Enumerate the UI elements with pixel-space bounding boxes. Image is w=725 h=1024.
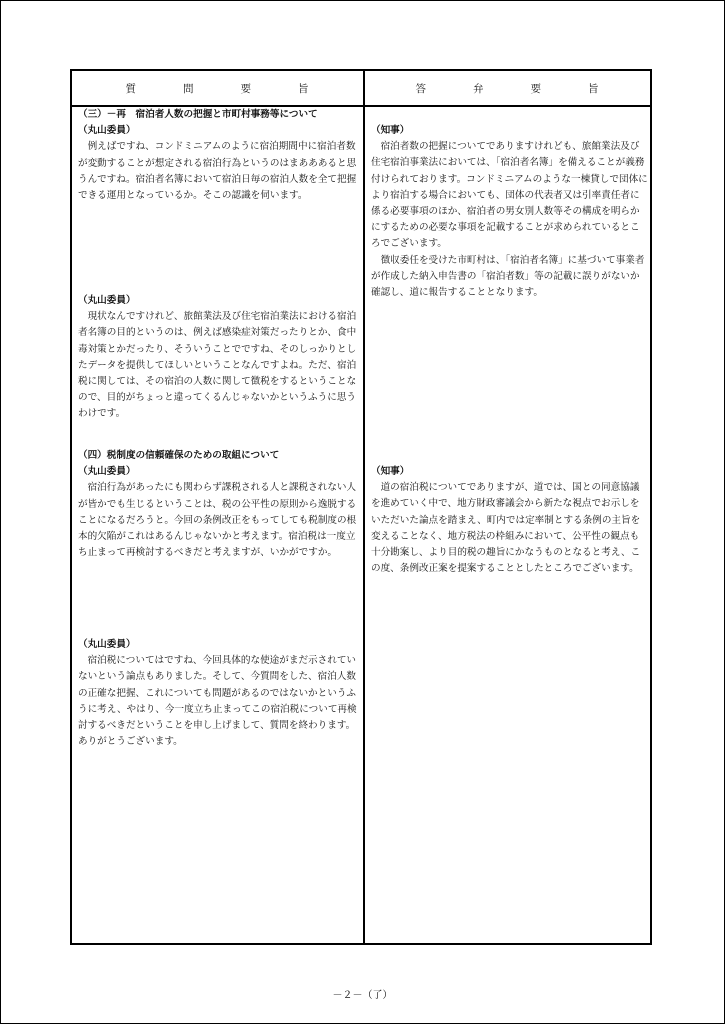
- question-text: 現状なんですけれど、旅館業法及び住宅宿泊業法における宿泊者名簿の目的というのは、例えば感染症対策だったりとか、食中毒対策とかだったり、そういうことでですね、そのしっかりとしたデータを提供してほしいということなんですよね。ただ、宿泊税に関しては、その宿泊の人数に関して徴税をするということなので、目的がちょっと違ってくるんじゃないかというふうに思うわけです。: [78, 311, 357, 420]
- answer-block-1: [371, 123, 648, 301]
- header-char: 要: [530, 82, 541, 95]
- speaker-label: （丸山委員）: [78, 639, 136, 650]
- header-char: 問: [183, 82, 194, 95]
- answer-text: 道の宿泊税についてでありますが、道では、国との同意協議を進めていく中で、地方財政審議会から新たな視点でお示しをいただいた論点を踏まえ、町内では定率制とする条例の主旨を変えることなく、地方税法の枠組みにおいて、公平性の観点も十分勘案し、より目的税の趣旨にかなうものとなると考え、この度、条例改正案を提案することとしたところでございます。: [371, 482, 641, 575]
- header-answer-summary: [392, 71, 622, 105]
- question-block-4: [78, 637, 361, 750]
- speaker-label: （知事）: [371, 125, 410, 136]
- header-char: 旨: [588, 82, 599, 95]
- qa-table: [70, 69, 652, 945]
- answer-block-2: [371, 464, 648, 577]
- header-char: 弁: [473, 82, 484, 95]
- answers-column: [371, 107, 648, 943]
- speaker-label: （知事）: [371, 466, 410, 477]
- speaker-label: （丸山委員）: [78, 295, 136, 306]
- speaker-label: （丸山委員）: [78, 466, 136, 478]
- header-char: 答: [415, 82, 426, 95]
- section-heading: （四）税制度の信頼確保のための取組について: [78, 450, 280, 461]
- header-char: 旨: [298, 82, 309, 95]
- column-divider: [363, 71, 365, 943]
- questions-column: [78, 107, 361, 943]
- header-question-summary: [102, 71, 332, 105]
- table-header-row: [72, 71, 650, 107]
- question-block-1: [78, 107, 361, 204]
- section-heading: （三）－再 宿泊者人数の把握と市町村事務等について: [78, 109, 318, 120]
- question-text: 宿泊行為があったにも関わらず課税される人と課税されない人が皆かでも生じるということは、税の公平性の原則から逸脱することになるだろうと。今回の条例改正をもってしても税制度の根本的欠陥がこれはあるんじゃないかと考えます。宿泊税は一度立ち止まって再検討するべきだと考えますが、いかがですか。: [78, 482, 357, 559]
- header-char: 質: [125, 82, 136, 95]
- header-char: 要: [240, 82, 251, 95]
- question-block-2: [78, 293, 361, 423]
- speaker-label: （丸山委員）: [78, 125, 136, 137]
- answer-text: 徴収委任を受けた市町村は、「宿泊者名簿」に基づいて事業者が作成した納入申告書の「宿泊者数」等の記載に誤りがないか確認し、道に報告することとなります。: [371, 254, 645, 299]
- question-text: 例えばですね、コンドミニアムのように宿泊期間中に宿泊者数が変動することが想定される宿泊行為というのはまあああると思うんですね。宿泊者名簿において宿泊日毎の宿泊人数を全て把握できる運用となっているか。そこの認識を伺います。: [78, 141, 357, 202]
- question-block-3: [78, 448, 361, 561]
- answer-text: 宿泊者数の把握についてでありますけれども、旅館業法及び住宅宿泊事業法においては、「宿泊者名簿」を備えることが義務付けられております。コンドミニアムのような一棟貸しで団体により宿泊する場合においても、団体の代表者又は引率責任者に係る必要事項のほか、宿泊者の男女別人数等その構成を明らかにするための必要な事項を記載することが求められているところでございます。: [371, 141, 648, 250]
- question-text: 宿泊税についてはですね、今回具体的な使途がまだ示されていないという論点もありました。そして、今質問をした、宿泊人数の正確な把握、これについても問題があるのではないかというふうに考え、やはり、今一度立ち止まってこの宿泊税について再検討するべきだということを申し上げまして、質問を終わります。ありがとうございます。: [78, 655, 357, 748]
- page-number: －２－（了）: [332, 990, 393, 1001]
